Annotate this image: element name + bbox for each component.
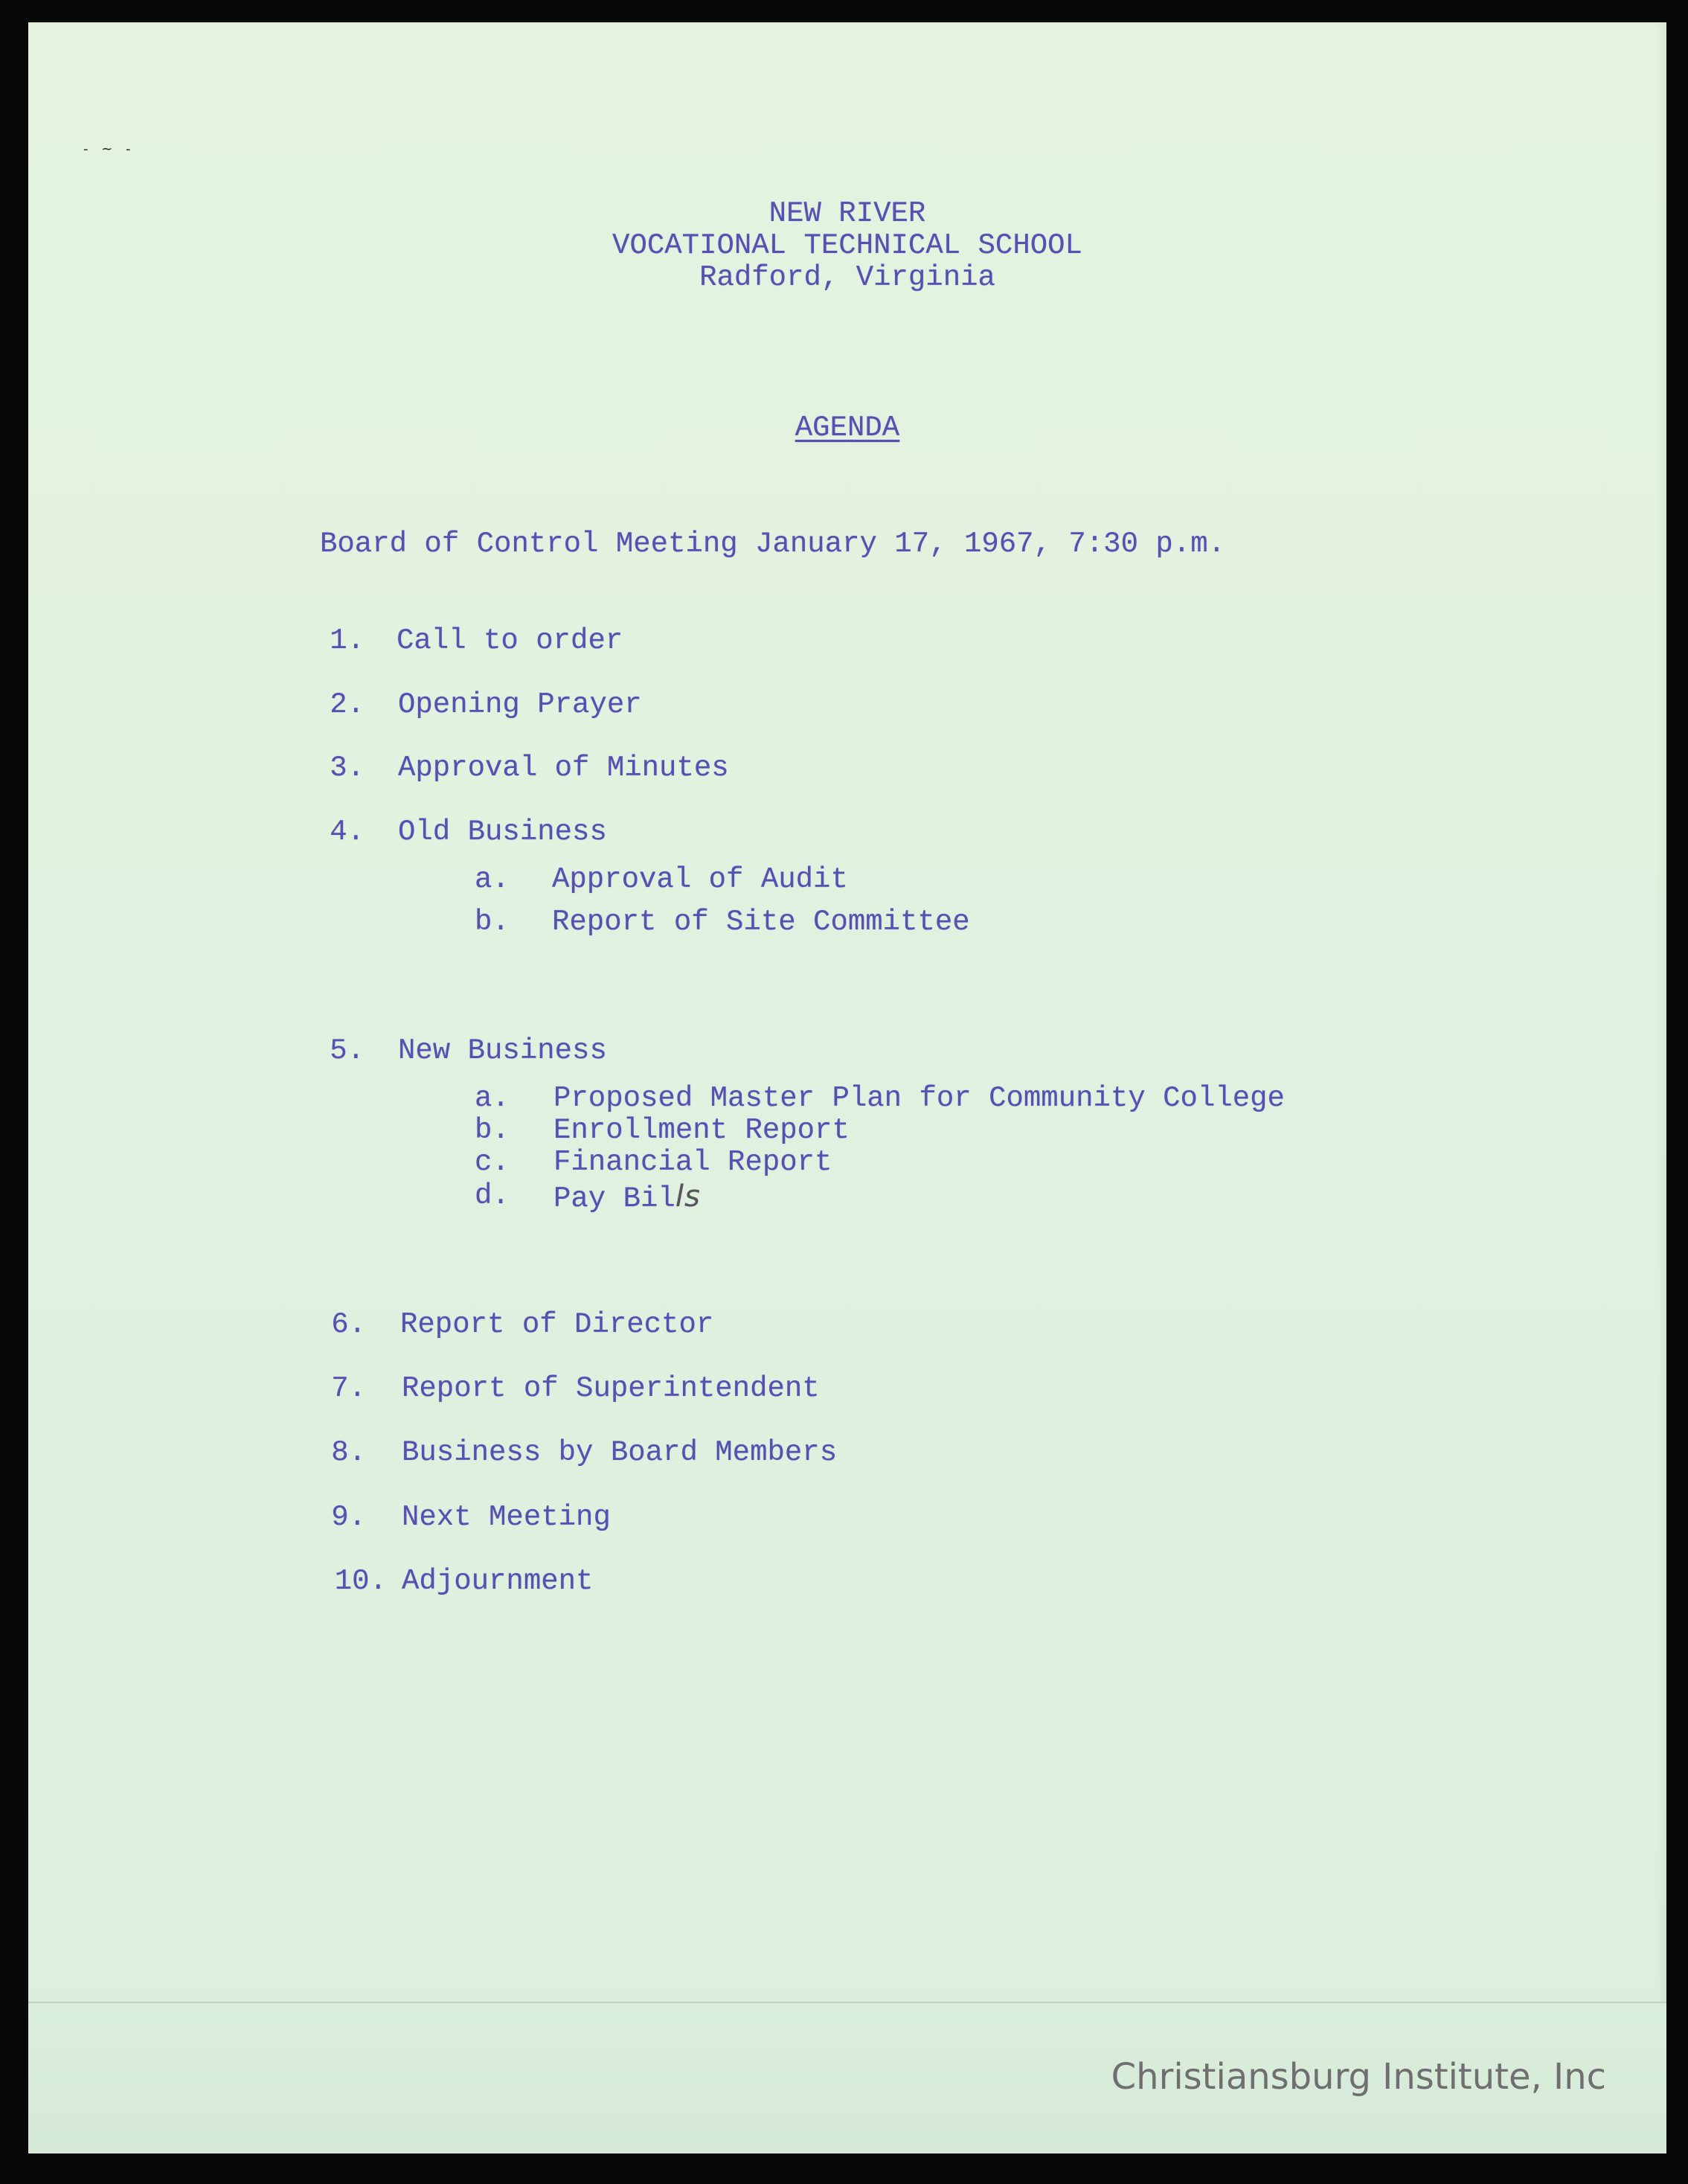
agenda-item-label: Adjournment [402,1565,594,1598]
corner-mark: - ~ - [83,141,135,157]
agenda-title: AGENDA [795,411,900,444]
header-line-3: Radford, Virginia [699,261,995,294]
agenda-item-label: Business by Board Members [402,1436,838,1469]
sub-item-label: Proposed Master Plan for Community College [553,1082,1285,1115]
item-number: 7. [331,1372,366,1405]
sub-item-label: Approval of Audit [552,863,848,896]
agenda-item-label: Report of Director [400,1308,714,1341]
watermark: Christiansburg Institute, Inc [1111,2056,1606,2098]
sub-item-letter: b. [475,906,510,938]
agenda-item-label: New Business [398,1034,607,1067]
item-number: 8. [331,1436,366,1469]
agenda-item-label: Old Business [398,816,607,848]
sub-item-label: Enrollment Report [553,1114,850,1147]
sub-item-label: Pay Bil [553,1182,675,1215]
sub-item-letter: b. [475,1114,510,1147]
agenda-item-label: Approval of Minutes [398,752,729,784]
sub-item-label: Financial Report [553,1146,832,1179]
item-number: 4. [330,816,365,848]
item-number: 5. [330,1034,365,1067]
item-number: 6. [331,1308,366,1341]
sub-item-label: Report of Site Committee [552,906,970,938]
item-number: 3. [330,752,365,784]
sub-item-letter: a. [475,863,510,896]
item-number: 9. [331,1501,366,1534]
agenda-item-label: Next Meeting [402,1501,611,1534]
handwritten-correction: ls [675,1179,701,1214]
sub-item-letter: d. [475,1179,510,1212]
sub-item-label-group [553,1179,701,1215]
sub-item-letter: c. [475,1146,510,1179]
document-page [28,22,1666,2152]
sub-item-letter: a. [475,1082,510,1115]
item-number: 10. [334,1565,387,1598]
header-line-2: VOCATIONAL TECHNICAL SCHOOL [612,229,1082,262]
header-line-1: NEW RIVER [768,197,926,230]
meeting-line: Board of Control Meeting January 17, 1967, 7:30 p.m. [320,528,1225,560]
agenda-item-label: Opening Prayer [398,688,642,721]
agenda-item-label: Report of Superintendent [402,1372,820,1405]
item-number: 2. [330,688,365,721]
agenda-item-label: Call to order [397,624,623,657]
item-number: 1. [330,624,365,657]
